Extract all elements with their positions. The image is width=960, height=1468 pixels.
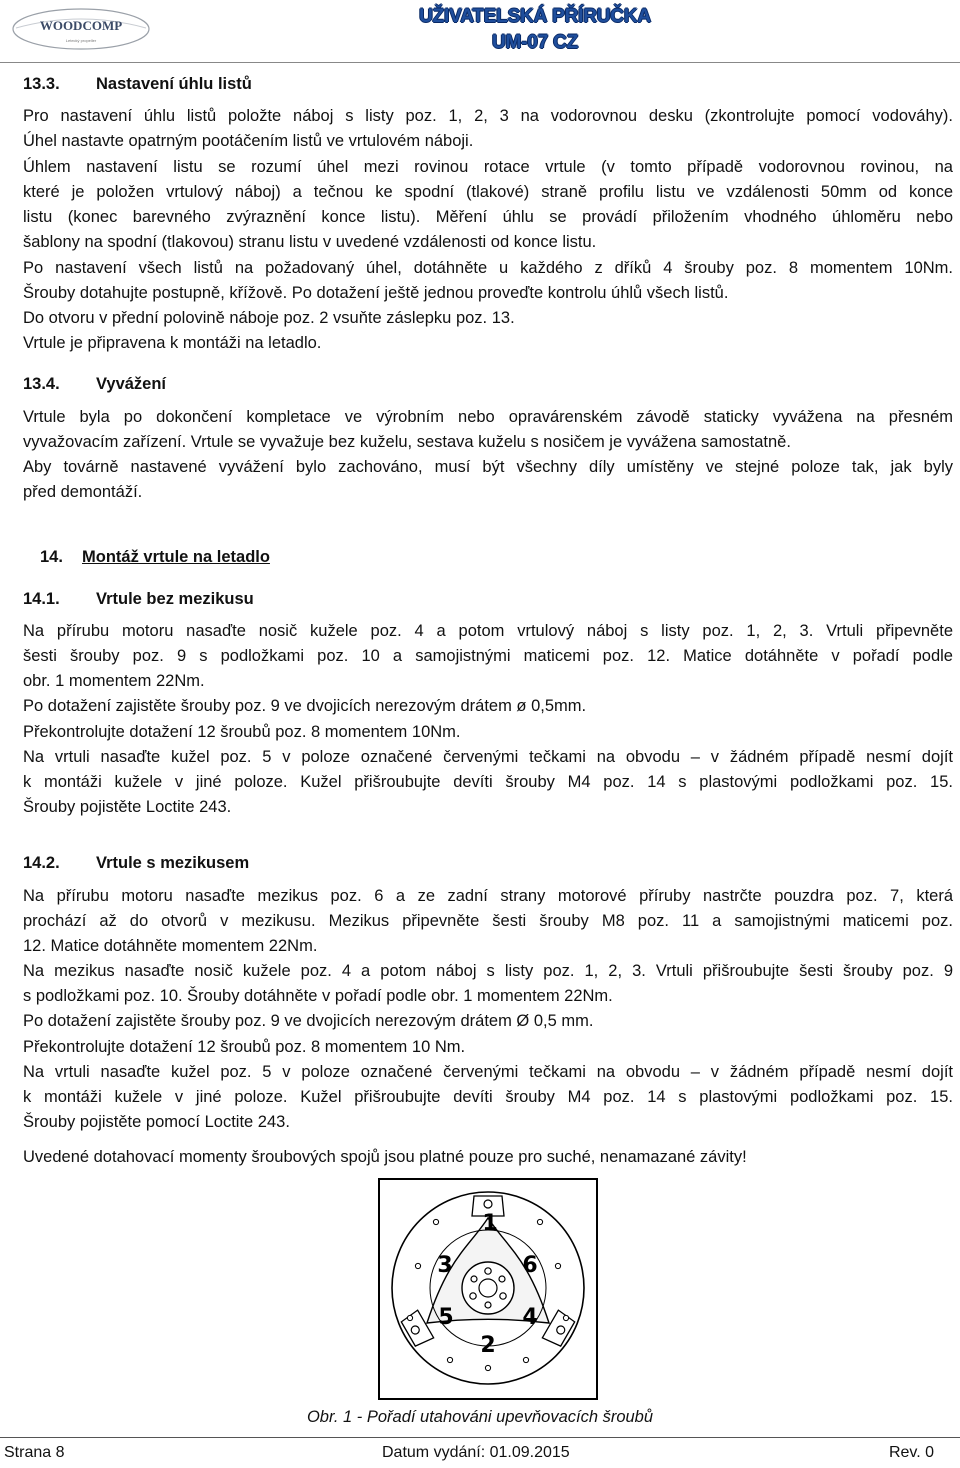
paragraph-line: k montáži kužele v jiné poloze. Kužel přišroubujte devíti šrouby M4 poz. 14 s plastovými podložkami poz. 15.: [23, 773, 953, 791]
paragraph-line: Šrouby pojistěte pomocí Loctite 243.: [23, 1113, 290, 1131]
paragraph-line: Úhlem nastavení listu se rozumí úhel mezi rovinou rotace vrtule (v tomto případě vodorovnou rovinou, na: [23, 158, 953, 176]
paragraph-line: které je položen vrtulový náboj) a tečnou ke spodní (tlakové) straně profilu listu ve vzdálenosti 50mm od konce: [23, 183, 953, 201]
paragraph-line: Po nastavení všech listů na požadovaný úhel, dotáhněte u každého z dříků 4 šrouby poz. 8 momentem 10Nm.: [23, 259, 953, 277]
company-logo: [10, 6, 152, 52]
paragraph-line: Po dotažení zajistěte šrouby poz. 9 ve dvojicích nerezovým drátem Ø 0,5 mm.: [23, 1012, 594, 1030]
heading-14: [40, 545, 270, 570]
paragraph-line: Pro nastavení úhlu listů položte náboj s listy poz. 1, 2, 3 na vodorovnou desku (zkontrolujte pomocí vodováhy).: [23, 107, 953, 125]
paragraph-line: Vrtule byla po dokončení kompletace ve výrobním nebo opravárenském závodě staticky vyvážena na přesném: [23, 408, 953, 426]
heading-title: Vrtule s mezikusem: [96, 854, 250, 872]
paragraph-line: listu (konec barevného zvýraznění konce listu). Měření úhlu se provádí přiložením vhodného úhloměru nebo: [23, 208, 953, 226]
hub-drawing: [380, 1180, 596, 1398]
torque-note: Uvedené dotahovací momenty šroubových spojů jsou platné pouze pro suché, nenamazané závity!: [23, 1148, 747, 1166]
bolt-label-5: 5: [438, 1305, 454, 1330]
paragraph-line: Do otvoru v přední polovině náboje poz. 2 vsuňte záslepku poz. 13.: [23, 309, 515, 327]
paragraph-line: prochází až do otvorů v mezikusu. Mezikus připevněte šesti šrouby M8 poz. 11 a samojistnými maticemi poz.: [23, 912, 953, 930]
logo-wordmark: WOODCOMP: [39, 18, 123, 33]
manual-code: UM-07 CZ: [491, 32, 578, 53]
bolt-label-1: 1: [482, 1211, 498, 1236]
bolt-order-figure: [378, 1178, 598, 1400]
heading-title: Vyvážení: [96, 375, 167, 393]
bolt-label-6: 6: [522, 1253, 538, 1278]
paragraph-line: 12. Matice dotáhněte momentem 22Nm.: [23, 937, 318, 955]
paragraph-line: Překontrolujte dotažení 12 šroubů poz. 8 momentem 10 Nm.: [23, 1038, 466, 1056]
logo-subtitle: Letecký propeller: [65, 38, 97, 43]
paragraph-line: Aby továrně nastavené vyvážení bylo zachováno, musí být všechny díly umístěny ve stejné poloze tak, jak byly: [23, 458, 953, 476]
paragraph-line: Na vrtuli nasaďte kužel poz. 5 v poloze označené červenými tečkami na obvodu – v žádném případě nesmí dojít: [23, 748, 953, 766]
paragraph-line: Překontrolujte dotažení 12 šroubů poz. 8 momentem 10Nm.: [23, 723, 461, 741]
bolt-label-3: 3: [437, 1253, 453, 1278]
footer-divider: [0, 1437, 960, 1438]
bolt-label-2: 2: [480, 1333, 496, 1358]
paragraph-line: šesti šrouby poz. 9 s podložkami poz. 10 a samojistnými maticemi poz. 12. Matice dotáhněte v pořadí podle: [23, 647, 953, 665]
paragraph-line: Úhel nastavte opatrným pootáčením listů ve vrtulovém náboji.: [23, 132, 474, 150]
paragraph-line: Na mezikus nasaďte nosič kužele poz. 4 a potom náboj s listy poz. 1, 2, 3. Vrtuli přišroubujte šesti šrouby poz. 9: [23, 962, 953, 980]
manual-title: UŽIVATELSKÁ PŘÍRUČKA: [419, 6, 651, 27]
header-divider: [0, 62, 960, 63]
paragraph-line: před demontáží.: [23, 483, 143, 501]
paragraph-line: Po dotažení zajistěte šrouby poz. 9 ve dvojicích nerezovým drátem ø 0,5mm.: [23, 697, 587, 715]
paragraph-line: s podložkami poz. 10. Šrouby dotáhněte v pořadí podle obr. 1 momentem 22Nm.: [23, 987, 613, 1005]
figure-caption: Obr. 1 - Pořadí utahováni upevňovacích šroubů: [306, 1408, 654, 1426]
revision: Rev. 0: [888, 1444, 934, 1461]
heading-number: 14.: [40, 548, 63, 566]
heading-title: Montáž vrtule na letadlo: [82, 548, 270, 566]
heading-14-1: [23, 587, 254, 612]
paragraph-line: Vrtule je připravena k montáži na letadlo.: [23, 334, 322, 352]
paragraph-line: obr. 1 momentem 22Nm.: [23, 672, 205, 690]
heading-number: 14.2.: [23, 854, 60, 872]
paragraph-line: Na přírubu motoru nasaďte nosič kužele poz. 4 a potom vrtulový náboj s listy poz. 1, 2, 3. Vrtuli připevněte: [23, 622, 953, 640]
paragraph-line: Na přírubu motoru nasaďte mezikus poz. 6 a ze zadní strany motorové příruby nastrčte pouzdra poz. 7, která: [23, 887, 953, 905]
heading-13-3: [23, 72, 252, 97]
heading-number: 13.3.: [23, 75, 60, 93]
heading-number: 14.1.: [23, 590, 60, 608]
heading-13-4: [23, 372, 166, 397]
paragraph-line: Šrouby pojistěte Loctite 243.: [23, 798, 232, 816]
paragraph-line: šablony na spodní (tlakovou) stranu listu v uvedené vzdálenosti od konce listu.: [23, 233, 597, 251]
heading-14-2: [23, 851, 249, 876]
paragraph-line: k montáži kužele v jiné poloze. Kužel přišroubujte devíti šrouby M4 poz. 14 s plastovými podložkami poz. 15.: [23, 1088, 953, 1106]
issue-date: Datum vydání: 01.09.2015: [382, 1444, 570, 1461]
heading-title: Nastavení úhlu listů: [96, 75, 252, 93]
page-number: Strana 8: [4, 1444, 65, 1461]
heading-number: 13.4.: [23, 375, 60, 393]
bolt-label-4: 4: [522, 1305, 538, 1330]
paragraph-line: vyvažovacím zařízení. Vrtule se vyvažuje bez kuželu, sestava kuželu s nosičem je vyvážena samostatně.: [23, 433, 791, 451]
paragraph-line: Šrouby dotahujte postupně, křížově. Po dotažení ještě jednou proveďte kontrolu úhlů všech listů.: [23, 284, 729, 302]
heading-title: Vrtule bez mezikusu: [96, 590, 254, 608]
paragraph-line: Na vrtuli nasaďte kužel poz. 5 v poloze označené červenými tečkami na obvodu – v žádném případě nesmí dojít: [23, 1063, 953, 1081]
